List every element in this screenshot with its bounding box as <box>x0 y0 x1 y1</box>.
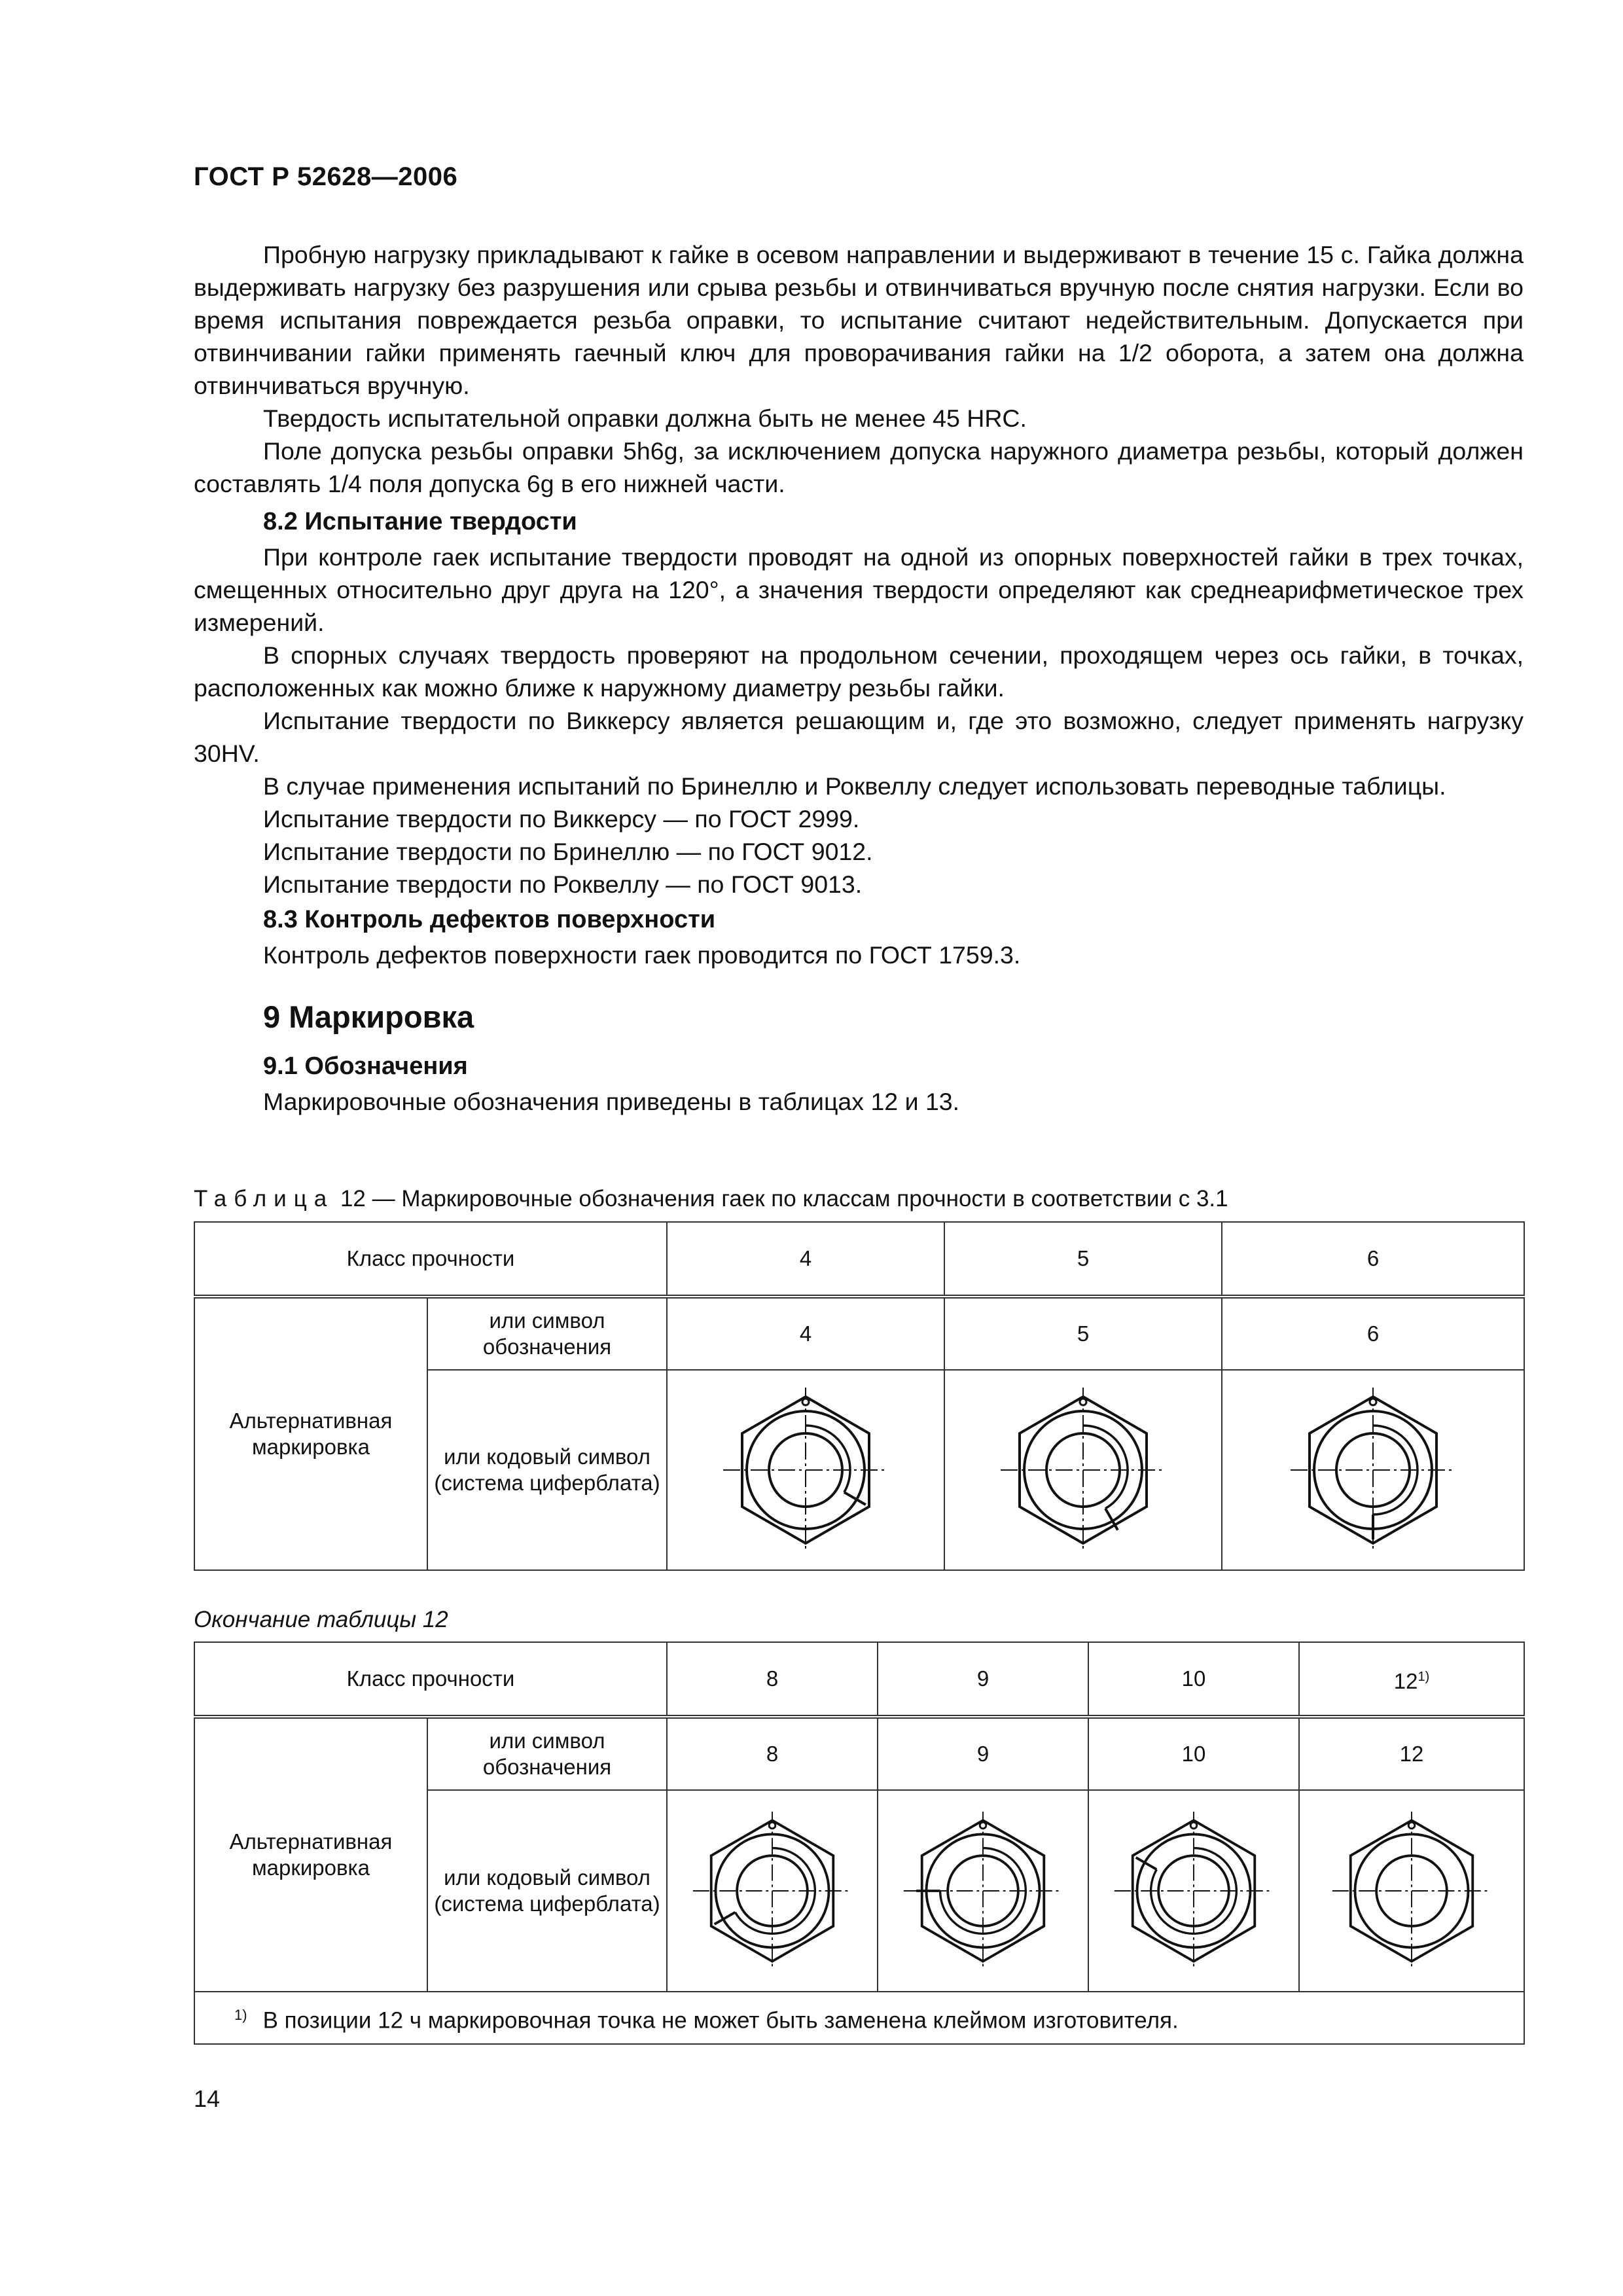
paragraph: Контроль дефектов поверхности гаек проводится по ГОСТ 1759.3. <box>263 941 1021 969</box>
class-value-cell: 8 <box>667 1642 878 1717</box>
alt-marking-label-cell: Альтернативная маркировка <box>194 1717 427 1992</box>
class-value: 12 <box>1393 1668 1418 1693</box>
class-value-cell: 9 <box>878 1642 1088 1717</box>
table-row <box>194 1642 1524 1717</box>
footnote-text: В позиции 12 ч маркировочная точка не может быть заменена клеймом изготовителя. <box>262 2007 1179 2034</box>
class-value-cell <box>1299 1642 1524 1717</box>
table-12-part-1 <box>194 1221 1525 1571</box>
nut-clock-marking-icon <box>721 1385 891 1555</box>
nut-clock-marking-icon <box>690 1809 854 1973</box>
nut-marking-cell <box>1299 1790 1524 1992</box>
footnote-cell <box>194 1992 1524 2044</box>
table-row <box>194 1717 1524 1790</box>
symbol-value-cell: 9 <box>878 1717 1088 1790</box>
code-label-cell: или кодовый символ (система циферблата) <box>427 1790 667 1992</box>
paragraph: В спорных случаях твердость проверяют на продольном сечении, проходящем через ось гайки, в точках, расположенных как можно ближе к наружному диаметру резьбы гайки. <box>194 641 1524 702</box>
paragraph: В случае применения испытаний по Бринеллю и Роквеллу следует использовать переводные таблицы. <box>263 772 1446 800</box>
symbol-label-cell: или символ обозначения <box>427 1297 667 1370</box>
nut-marking-cell <box>1222 1370 1524 1570</box>
symbol-value-cell: 12 <box>1299 1717 1524 1790</box>
nut-marking-cell <box>1088 1790 1299 1992</box>
table-caption-word: Таблица <box>194 1186 334 1211</box>
nut-clock-marking-icon <box>1112 1809 1275 1973</box>
paragraph: Поле допуска резьбы оправки 5h6g, за исключением допуска наружного диаметра резьбы, который должен составлять 1/4 поля допуска 6g в его нижней части. <box>194 437 1524 497</box>
symbol-value-cell: 4 <box>667 1297 944 1370</box>
symbol-value-cell: 10 <box>1088 1717 1299 1790</box>
footnote-mark: 1) <box>1418 1669 1430 1684</box>
table-caption-text: 12 — Маркировочные обозначения гаек по классам прочности в соответствии с 3.1 <box>340 1186 1228 1211</box>
code-label-cell: или кодовый символ (система циферблата) <box>427 1370 667 1570</box>
paragraph: Маркировочные обозначения приведены в таблицах 12 и 13. <box>263 1088 960 1115</box>
class-label-cell: Класс прочности <box>194 1222 667 1297</box>
symbol-value-cell: 6 <box>1222 1297 1524 1370</box>
table-row <box>194 1222 1524 1297</box>
paragraph: При контроле гаек испытание твердости проводят на одной из опорных поверхностей гайки в трех точках, смещенных относительно друг друга на 120°, а значения твердости определяют как среднеарифметическое трех измерений. <box>194 543 1524 636</box>
page-number: 14 <box>194 2085 221 2112</box>
nut-clock-marking-icon <box>1288 1385 1458 1555</box>
paragraph: Твердость испытательной оправки должна быть не менее 45 HRC. <box>263 404 1027 432</box>
symbol-value-cell: 8 <box>667 1717 878 1790</box>
section-heading-8-3: 8.3 Контроль дефектов поверхности <box>263 906 716 933</box>
paragraph: Испытание твердости по Бринеллю — по ГОСТ 9012. <box>263 838 873 865</box>
class-value-cell: 4 <box>667 1222 944 1297</box>
table-row <box>194 1297 1524 1370</box>
nut-clock-marking-icon <box>1330 1809 1493 1973</box>
class-label-cell: Класс прочности <box>194 1642 667 1717</box>
section-heading-9: 9 Маркировка <box>263 999 474 1034</box>
section-heading-9-1: 9.1 Обозначения <box>263 1052 468 1080</box>
symbol-label-cell: или символ обозначения <box>427 1717 667 1790</box>
paragraph: Испытание твердости по Виккерсу — по ГОСТ 2999. <box>263 805 860 833</box>
class-value-cell: 5 <box>944 1222 1222 1297</box>
table-12-caption <box>194 1186 1228 1212</box>
nut-clock-marking-icon <box>998 1385 1168 1555</box>
table-12-part-2 <box>194 1641 1525 2045</box>
document-code-header: ГОСТ Р 52628—2006 <box>194 162 458 191</box>
nut-marking-cell <box>878 1790 1088 1992</box>
table-12-continuation-caption: Окончание таблицы 12 <box>194 1607 448 1632</box>
class-value-cell: 10 <box>1088 1642 1299 1717</box>
nut-clock-marking-icon <box>901 1809 1065 1973</box>
paragraph: Испытание твердости по Роквеллу — по ГОСТ 9013. <box>263 870 863 898</box>
nut-marking-cell <box>667 1370 944 1570</box>
symbol-value-cell: 5 <box>944 1297 1222 1370</box>
class-value-cell: 6 <box>1222 1222 1524 1297</box>
nut-marking-cell <box>667 1790 878 1992</box>
nut-marking-cell <box>944 1370 1222 1570</box>
document-body <box>194 238 1524 1118</box>
section-heading-8-2: 8.2 Испытание твердости <box>263 508 577 535</box>
footnote-mark: 1) <box>234 2006 247 2023</box>
table-footnote-row <box>194 1992 1524 2044</box>
paragraph: Пробную нагрузку прикладывают к гайке в осевом направлении и выдерживают в течение 15 с. Гайка должна выдерживать нагрузку без разрушения или срыва резьбы и отвинчиваться вручную после снятия нагрузки. Если во время испытания повреждается резьба оправки, то испытание считают недействительным. Допускается при отвинчивании гайки применять гаечный ключ для проворачивания гайки на 1/2 оборота, а затем она должна отвинчиваться вручную. <box>194 241 1524 399</box>
alt-marking-label-cell: Альтернативная маркировка <box>194 1297 427 1570</box>
paragraph: Испытание твердости по Виккерсу является решающим и, где это возможно, следует применять нагрузку 30HV. <box>194 707 1524 767</box>
